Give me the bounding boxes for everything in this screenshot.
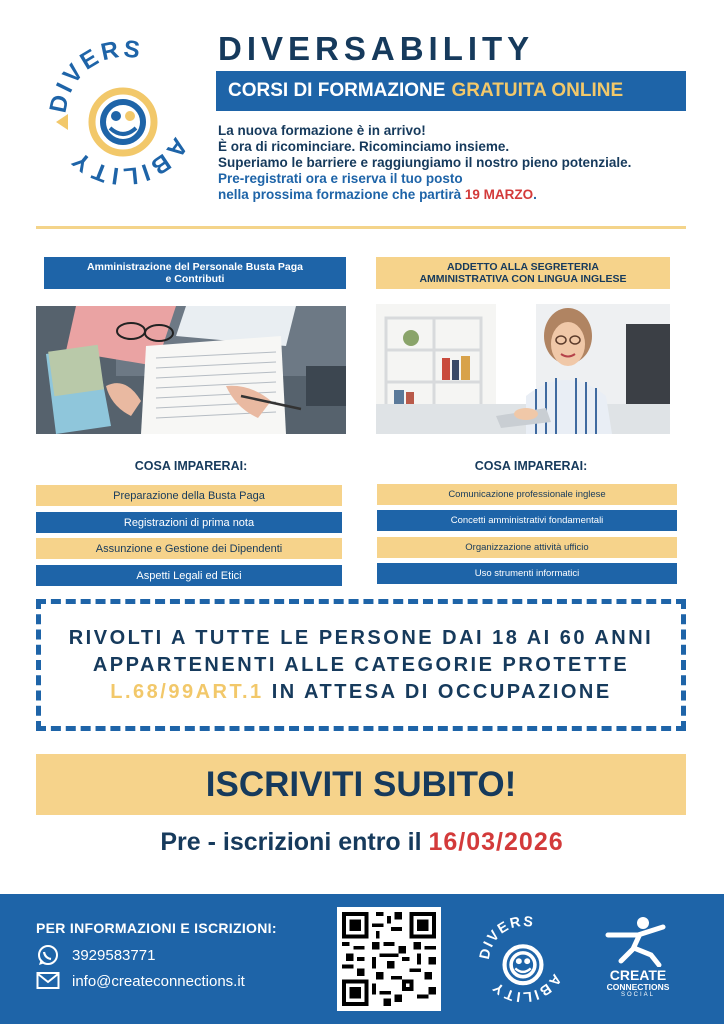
list-item: Assunzione e Gestione dei Dipendenti (36, 538, 342, 559)
preregistration-deadline (0, 828, 724, 857)
whatsapp-icon (36, 944, 60, 966)
connections-logo-text: CONNECTIONS (606, 982, 670, 992)
course-right-title-line-2: AMMINISTRATIVA CON LINGUA INGLESE (419, 273, 627, 285)
notice-line-2: APPARTENENTI ALLE CATEGORIE PROTETTE (92, 653, 630, 676)
list-item: Registrazioni di prima nota (36, 512, 342, 533)
law-reference: L.68/99ART.1 (110, 680, 264, 703)
intro-line-3: Superiamo le barriere e raggiungiamo il nostro pieno potenziale. (218, 155, 632, 170)
diversability-logo-small (478, 910, 568, 1010)
list-item: Concetti amministrativi fondamentali (377, 510, 677, 531)
deadline-date: 16/03/2026 (428, 828, 564, 856)
signup-cta[interactable]: ISCRIVITI SUBITO! (36, 754, 686, 815)
person-icon (593, 915, 683, 967)
banner-text: CORSI DI FORMAZIONE (228, 80, 446, 101)
notice-line-3 (110, 679, 611, 706)
intro-line-4: Pre-registrati ora e riserva il tuo posto (218, 171, 463, 186)
notice-line-3-rest: IN ATTESA DI OCCUPAZIONE (271, 680, 612, 703)
intro-text (218, 123, 631, 203)
start-date: 19 MARZO (464, 187, 534, 202)
qr-code-icon (342, 912, 436, 1006)
contact-title: PER INFORMAZIONI E ISCRIZIONI: (36, 920, 277, 936)
email-contact[interactable] (36, 970, 245, 992)
course-left-title (44, 257, 346, 289)
qr-code[interactable] (337, 907, 441, 1011)
office-worker-photo (376, 304, 670, 434)
course-right-title-line-1: ADDETTO ALLA SEGRETERIA (447, 261, 599, 273)
svg-text:ABILITY: ABILITY (65, 132, 193, 190)
list-item: Preparazione della Busta Paga (36, 485, 342, 506)
eligibility-notice (36, 599, 686, 731)
list-item: Uso strumenti informatici (377, 563, 677, 584)
create-logo-text: CREATE (609, 967, 667, 983)
intro-line-5-prefix: nella prossima formazione che partirà (218, 187, 462, 202)
create-connections-logo (593, 915, 683, 1005)
phone-number[interactable]: 3929583771 (72, 946, 156, 964)
social-logo-text: SOCIAL (620, 992, 655, 998)
svg-text:DIVERS: DIVERS (478, 913, 536, 961)
course-left-title-line-1: Amministrazione del Personale Busta Paga (87, 261, 303, 273)
diversability-logo (48, 30, 198, 198)
svg-text:DIVERS: IVERS (51, 35, 145, 97)
learn-title-right: COSA IMPARERAI: (474, 459, 588, 473)
banner-highlight: GRATUITA ONLINE (451, 80, 624, 101)
phone-contact[interactable] (36, 944, 155, 966)
mail-icon (36, 971, 60, 991)
intro-line-1: La nuova formazione è in arrivo! (218, 123, 426, 138)
intro-line-5-suffix: . (533, 187, 537, 202)
course-right-title (376, 257, 670, 289)
intro-line-2: È ora di ricominciare. Ricominciamo insieme. (218, 139, 510, 154)
notice-line-1: RIVOLTI A TUTTE LE PERSONE DAI 18 AI 60 ANNI (68, 626, 654, 649)
list-item: Comunicazione professionale inglese (377, 484, 677, 505)
brand-title: DIVERSABILITY (218, 30, 535, 67)
learn-title-left: COSA IMPARERAI: (134, 459, 248, 473)
prereg-text: Pre - iscrizioni entro il (160, 828, 422, 856)
section-divider (36, 226, 686, 229)
list-item: Aspetti Legali ed Etici (36, 565, 342, 586)
intro-line-5 (218, 187, 631, 203)
svg-text:ABILITY: ABILITY (488, 970, 565, 1005)
payroll-photo (36, 306, 346, 434)
course-left-title-line-2: e Contributi (165, 273, 225, 285)
course-banner (216, 71, 686, 111)
email-address[interactable]: info@createconnections.it (72, 972, 245, 990)
list-item: Organizzazione attività ufficio (377, 537, 677, 558)
